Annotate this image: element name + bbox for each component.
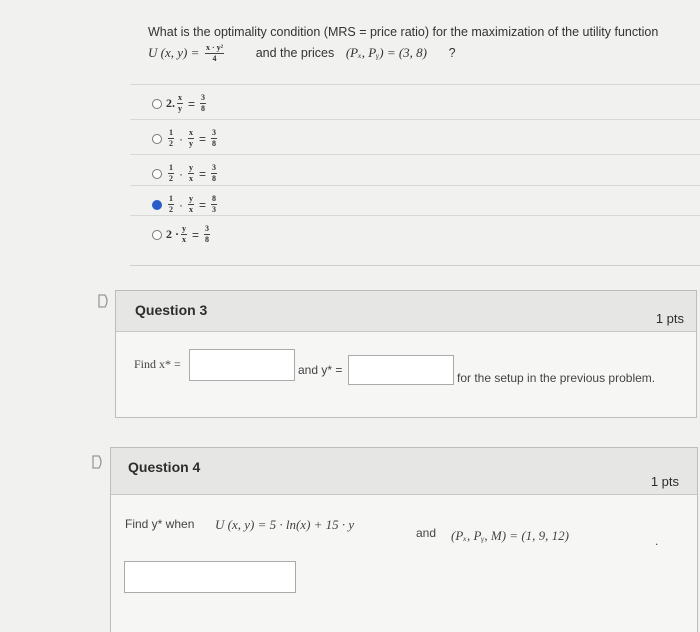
divider xyxy=(130,265,700,266)
question-4-points: 1 pts xyxy=(650,474,679,489)
x-star-input[interactable] xyxy=(189,349,295,381)
y-star-input[interactable] xyxy=(348,355,454,385)
answer-option-1[interactable]: 2. $\frac{x}{y}$ = $\frac{3}{8}$ xyxy=(130,84,700,120)
question-3-points: 1 pts xyxy=(655,311,684,326)
prices-income-expression: (Pₓ, Pᵧ, M) = (1, 9, 12) xyxy=(451,528,569,543)
trailing-period: . xyxy=(655,534,659,548)
radio-icon[interactable] xyxy=(152,134,162,144)
utility-expression: U (x, y) = 5 · ln(x) + 15 · y xyxy=(215,517,355,532)
question-3-suffix: for the setup in the previous problem. xyxy=(457,371,656,385)
question-2-formula-line xyxy=(148,44,456,63)
find-y-label: Find y* when xyxy=(125,517,195,531)
prices-label: and the prices xyxy=(255,45,335,60)
flag-icon[interactable] xyxy=(98,294,110,308)
utility-function-lhs: U (x, y) = xyxy=(148,44,200,60)
radio-icon[interactable] xyxy=(152,230,162,240)
radio-icon[interactable] xyxy=(152,169,162,179)
question-3-title: Question 3 xyxy=(135,302,208,318)
answer-option-5[interactable]: 2 · $\frac{y}{x}$ = $\frac{3}{8}$ xyxy=(130,215,700,251)
answer-option-4[interactable]: $\frac{1}{2}$ · $\frac{y}{x}$ = $\frac{8}{3}$ xyxy=(130,185,700,221)
question-3-header xyxy=(116,291,696,332)
radio-icon[interactable] xyxy=(152,200,162,210)
question-mark: ? xyxy=(448,45,456,60)
answer-option-3[interactable]: $\frac{1}{2}$ · $\frac{y}{x}$ = $\frac{3}{8}$ xyxy=(130,154,700,190)
and-label: and xyxy=(416,526,437,540)
and-y-label: and y* = xyxy=(298,363,343,377)
radio-icon[interactable] xyxy=(152,99,162,109)
question-4-title: Question 4 xyxy=(128,459,201,475)
question-4-card xyxy=(110,447,698,632)
y-star-answer-input[interactable] xyxy=(124,561,296,593)
question-3-card xyxy=(115,290,697,418)
question-2-body xyxy=(130,0,700,268)
find-x-label: Find x* = xyxy=(134,357,181,371)
question-4-header xyxy=(111,448,697,495)
question-2-prompt: What is the optimality condition (MRS = price ratio) for the maximization of the utility function xyxy=(148,25,659,39)
answer-option-2[interactable]: $\frac{1}{2}$ · $\frac{x}{y}$ = $\frac{3}{8}$ xyxy=(130,119,700,155)
utility-function-fraction: $\frac{\text{x · y²}}{4}$ xyxy=(205,43,224,63)
flag-icon[interactable] xyxy=(92,455,104,469)
prices-expression: (Pₓ, Pᵧ) = (3, 8) xyxy=(345,44,428,60)
